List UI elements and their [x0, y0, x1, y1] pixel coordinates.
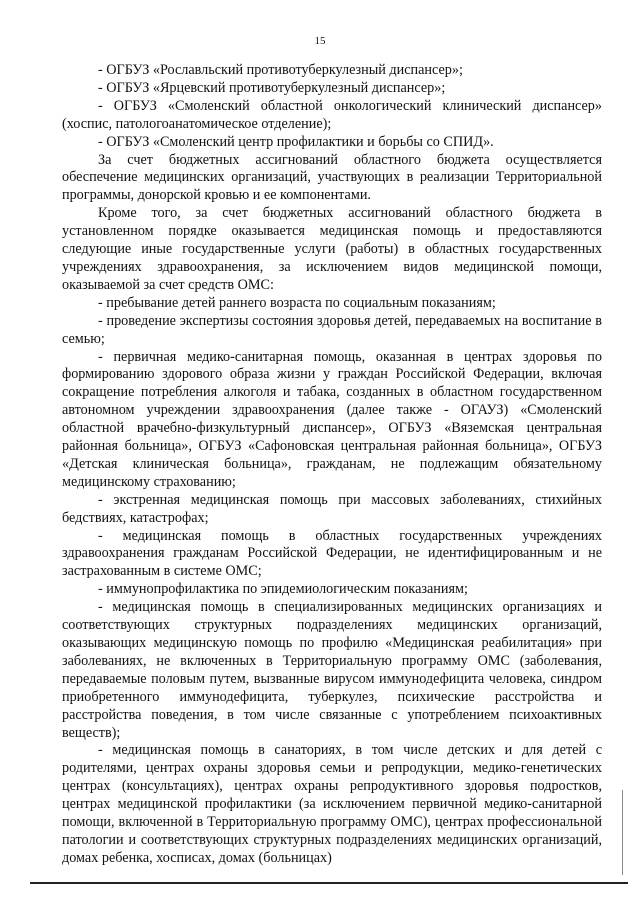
- list-item-unidentified-citizens: - медицинская помощь в областных государственных учреждениях здравоохранения гражданам Российской Федерации, не идентифицированным и не застрахованным в системе ОМС;: [62, 527, 602, 580]
- list-item-specialized-organizations: - медицинская помощь в специализированных медицинских организациях и соответствующих структурных подразделениях медицинских организаций, оказывающих медицинскую помощь по профилю «Медицинская реабилитация» при заболеваниях, не включенных в Территориальную программу ОМС (заболевания, передаваемые половым путем, вызванные вирусом иммунодефицита человека, синдром приобретенного иммунодефицита, туберкулез, психические расстройства и расстройства поведения, в том числе связанные с употреблением психоактивных веществ);: [62, 599, 602, 741]
- list-item-sanatoriums: - медицинская помощь в санаториях, в том числе детских и для детей с родителями, центрах охраны здоровья семьи и репродукции, медико-генетических центрах (консультациях), центрах охраны репродуктивного здоровья подростков, центрах медицинской профилактики (за исключением первичной медико-санитарной помощи, включенной в Территориальную программу ОМС), центрах профессиональной патологии и соответствующих структурных подразделениях медицинских организаций, домах ребенка, хосписах, домах (больницах): [62, 742, 602, 866]
- list-item-emergency-care: - экстренная медицинская помощь при массовых заболеваниях, стихийных бедствиях, катастрофах;: [62, 491, 602, 526]
- list-item-oncology-dispensary: - ОГБУЗ «Смоленский областной онкологический клинический диспансер» (хоспис, патологоанатомическое отделение);: [62, 97, 602, 132]
- list-item-immunoprophylaxis: - иммунопрофилактика по эпидемиологическим показаниям;: [98, 581, 468, 598]
- document-body: [62, 62, 602, 868]
- scan-edge-mark: [622, 790, 623, 875]
- bottom-rule: [30, 882, 628, 884]
- list-item-health-expertise: - проведение экспертизы состояния здоровья детей, передаваемых на воспитание в семью;: [62, 312, 602, 347]
- list-item-aids-center: - ОГБУЗ «Смоленский центр профилактики и борьбы со СПИД».: [98, 133, 494, 150]
- paragraph-donor-blood: За счет бюджетных ассигнований областного бюджета осуществляется обеспечение медицинских организаций, участвующих в реализации Территориальной программы, донорской кровью и ее компонентами.: [62, 151, 602, 204]
- list-item-health-centers: - первичная медико-санитарная помощь, оказанная в центрах здоровья по формированию здорового образа жизни у граждан Российской Федерации, включая сокращение потребления алкоголя и табака, созданных в областном государственном автономном учреждении здравоохранения (далее также - ОГАУЗ) «Смоленский областной врачебно-физкультурный диспансер», ОГБУЗ «Вяземская центральная районная больница», ОГБУЗ «Сафоновская центральная районная больница», ОГБУЗ «Детская клиническая больница», гражданам, не подлежащим обязательному медицинскому страхованию;: [62, 348, 602, 490]
- page-number: 15: [314, 35, 326, 47]
- paragraph-additional-services: Кроме того, за счет бюджетных ассигнований областного бюджета в установленном порядке оказывается медицинская помощь и предоставляются следующие иные государственные услуги (работы) в областных государственных учреждениях здравоохранения, за исключением видов медицинской помощи, оказываемой за счет средств ОМС:: [62, 205, 602, 293]
- list-item-yartsevo-dispensary: - ОГБУЗ «Ярцевский противотуберкулезный диспансер»;: [98, 79, 446, 96]
- list-item-roslavl-dispensary: - ОГБУЗ «Рославльский противотуберкулезный диспансер»;: [98, 62, 463, 78]
- list-item-early-age-children: - пребывание детей раннего возраста по социальным показаниям;: [98, 294, 496, 311]
